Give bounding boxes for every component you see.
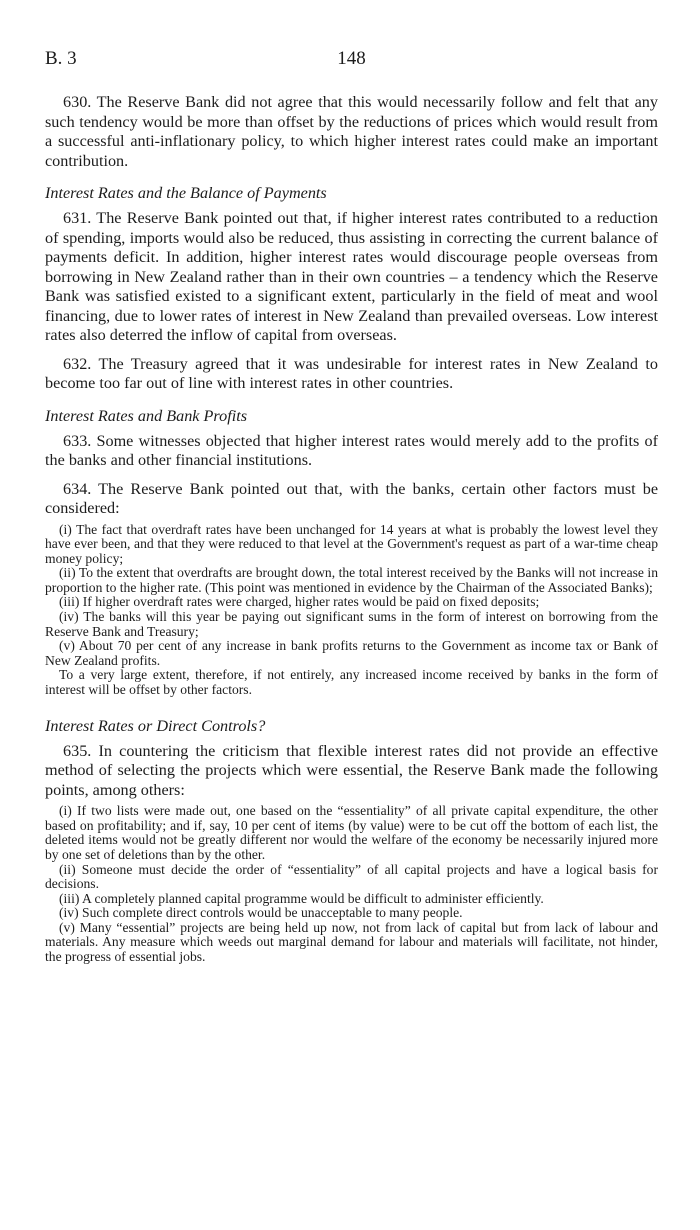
paragraph-635: 635. In countering the criticism that flexible interest rates did not provide an effective method of selecting the projects which were essential, the Reserve Bank made the following points, among others: — [45, 741, 658, 799]
section-heading-bank-profits: Interest Rates and Bank Profits — [45, 406, 248, 425]
paragraph-634-conclusion: To a very large extent, therefore, if not entirely, any increased income received by banks in the form of interest will be offset by other factors. — [45, 667, 658, 698]
section-heading-direct-controls: Interest Rates or Direct Controls? — [45, 716, 266, 735]
paragraph-632: 632. The Treasury agreed that it was undesirable for interest rates in New Zealand to become too far out of line with interest rates in other countries. — [45, 354, 658, 392]
section-heading-balance-of-payments: Interest Rates and the Balance of Payments — [45, 184, 327, 202]
page-number: 148 — [337, 48, 366, 69]
list-item-635-iv: (iv) Such complete direct controls would be unacceptable to many people. — [59, 905, 463, 921]
paragraph-631: 631. The Reserve Bank pointed out that, if higher interest rates contributed to a reduction of spending, imports would also be reduced, thus assisting in correcting the current balance of payments deficit. In addition, higher interest rates would discourage people overseas from borrowing in New Zealand rather than in their own countries – a tendency which the Reserve Bank was satisfied existed to a significant extent, particularly in the field of meat and wool financing, due to lower rates of interest in New Zealand than prevailed overseas. Low interest rates also deterred the inflow of capital from overseas. — [45, 209, 658, 344]
list-item-634-iv: (iv) The banks will this year be paying out significant sums in the form of interest on borrowing from the Reserve Bank and Treasury; — [45, 609, 658, 639]
list-item-635-v: (v) Many “essential” projects are being held up now, not from lack of capital but from lack of labour and materials. Any measure which weeds out marginal demand for labour and materials will facilitate, not hinder, the progress of essential jobs. — [45, 919, 658, 965]
list-item-635-iii: (iii) A completely planned capital programme would be difficult to administer efficiently. — [59, 890, 544, 906]
list-item-634-v: (v) About 70 per cent of any increase in bank profits returns to the Government as income tax or Bank of New Zealand profits. — [45, 638, 658, 668]
document-body — [45, 93, 658, 965]
paragraph-630: 630. The Reserve Bank did not agree that this would necessarily follow and felt that any such tendency would be more than offset by the reductions of prices which would result from a successful anti-inflationary policy, to which higher interest rates could make an important contribution. — [45, 93, 658, 170]
list-item-634-iii: (iii) If higher overdraft rates were charged, higher rates would be paid on fixed deposits; — [59, 594, 540, 610]
list-item-635-ii: (ii) Someone must decide the order of “essentiality” of all capital projects and have a logical basis for decisions. — [45, 861, 658, 892]
document-reference: B. 3 — [45, 48, 77, 69]
list-item-635-i: (i) If two lists were made out, one based on the “essentiality” of all private capital expenditure, the other based on profitability; and if, say, 10 per cent of items (by value) were to be cut off the bottom of each list, the deleted items would not be greatly different nor would the welfare of the economy be necessarily injured more by one set of deletions than by the other. — [45, 803, 658, 862]
list-item-634-i: (i) The fact that overdraft rates have been unchanged for 14 years at what is probably the lowest level they have ever been, and that they were reduced to that level at the Government's request as part of a war-time cheap money policy; — [45, 521, 658, 566]
paragraph-634: 634. The Reserve Bank pointed out that, with the banks, certain other factors must be considered: — [45, 479, 658, 517]
page-header — [45, 48, 658, 76]
list-item-634-ii: (ii) To the extent that overdrafts are brought down, the total interest received by the Banks will not increase in proportion to the higher rate. (This point was mentioned in evidence by the Chairman of the Associated Banks); — [45, 565, 658, 595]
paragraph-633: 633. Some witnesses objected that higher interest rates would merely add to the profits of the banks and other financial institutions. — [45, 431, 658, 469]
